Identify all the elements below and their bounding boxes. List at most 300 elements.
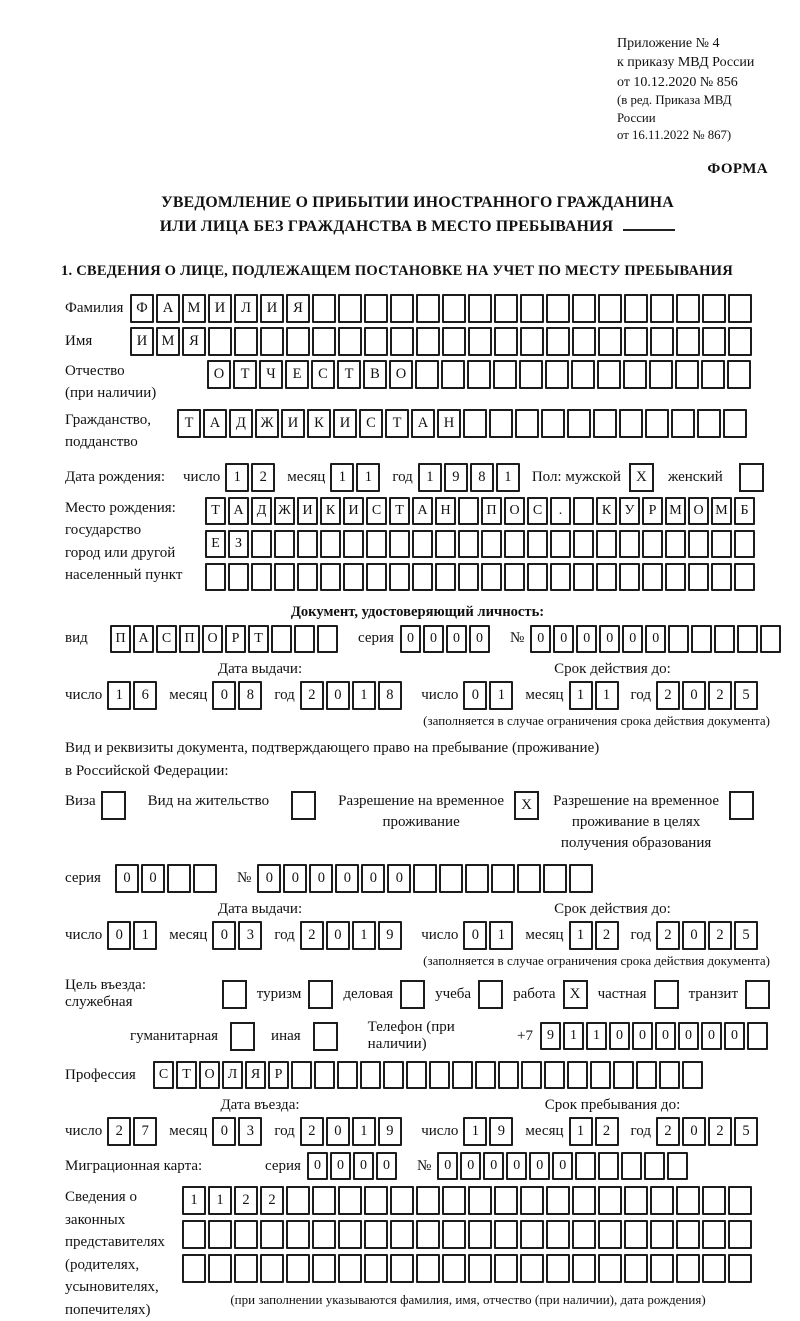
char-box[interactable]: П [481,497,502,525]
char-box[interactable]: М [156,327,180,356]
char-box[interactable]: 1 [352,921,376,950]
char-box[interactable] [442,1220,466,1249]
char-box[interactable]: И [260,294,284,323]
char-box[interactable] [481,530,502,558]
char-box[interactable] [260,327,284,356]
char-box[interactable] [228,563,249,591]
char-box[interactable]: 1 [496,463,520,492]
char-box[interactable] [734,530,755,558]
char-box[interactable] [597,360,621,389]
char-box[interactable]: И [333,409,357,438]
char-box[interactable]: Л [222,1061,243,1089]
char-box[interactable]: М [711,497,732,525]
char-box[interactable] [621,1152,642,1180]
char-box[interactable] [546,1186,570,1215]
temp-residence-checkbox[interactable]: X [514,791,539,820]
char-box[interactable] [676,327,700,356]
char-box[interactable] [728,1220,752,1249]
char-box[interactable]: 0 [115,864,139,893]
char-box[interactable] [337,1061,358,1089]
char-box[interactable] [546,327,570,356]
char-box[interactable]: П [110,625,131,653]
char-box[interactable] [458,563,479,591]
char-box[interactable] [682,1061,703,1089]
char-box[interactable]: 0 [437,1152,458,1180]
char-box[interactable] [441,360,465,389]
char-box[interactable] [734,563,755,591]
char-box[interactable]: А [133,625,154,653]
char-box[interactable] [260,1220,284,1249]
char-box[interactable] [650,1186,674,1215]
char-box[interactable]: 0 [326,921,350,950]
char-box[interactable]: З [228,530,249,558]
char-box[interactable] [463,409,487,438]
char-box[interactable]: 1 [569,921,593,950]
char-box[interactable]: . [550,497,571,525]
char-box[interactable] [572,1220,596,1249]
char-box[interactable]: Ч [259,360,283,389]
char-box[interactable]: 1 [586,1022,607,1050]
char-box[interactable] [366,530,387,558]
char-box[interactable]: А [156,294,180,323]
char-box[interactable]: С [366,497,387,525]
char-box[interactable]: 0 [387,864,411,893]
purpose-study-checkbox[interactable] [478,980,503,1009]
char-box[interactable]: 2 [300,681,324,710]
char-box[interactable] [504,530,525,558]
char-box[interactable] [442,294,466,323]
char-box[interactable] [297,563,318,591]
char-box[interactable] [613,1061,634,1089]
char-box[interactable]: 0 [326,1117,350,1146]
char-box[interactable]: С [311,360,335,389]
char-box[interactable]: 0 [682,921,706,950]
char-box[interactable] [546,294,570,323]
char-box[interactable] [573,530,594,558]
char-box[interactable]: 0 [645,625,666,653]
char-box[interactable] [320,530,341,558]
char-box[interactable] [320,563,341,591]
char-box[interactable] [543,864,567,893]
char-box[interactable] [205,563,226,591]
char-box[interactable]: Н [437,409,461,438]
char-box[interactable] [498,1061,519,1089]
char-box[interactable]: 2 [107,1117,131,1146]
char-box[interactable]: 0 [307,1152,328,1180]
char-box[interactable] [274,530,295,558]
char-box[interactable]: Т [337,360,361,389]
char-box[interactable]: 9 [378,1117,402,1146]
char-box[interactable] [312,294,336,323]
char-box[interactable]: Т [389,497,410,525]
char-box[interactable] [760,625,781,653]
char-box[interactable] [688,563,709,591]
char-box[interactable]: 9 [444,463,468,492]
char-box[interactable] [596,530,617,558]
char-box[interactable]: А [412,497,433,525]
char-box[interactable]: 5 [734,1117,758,1146]
char-box[interactable] [416,1254,440,1283]
char-box[interactable] [623,360,647,389]
char-box[interactable]: 0 [257,864,281,893]
char-box[interactable] [468,327,492,356]
char-box[interactable]: О [202,625,223,653]
char-box[interactable]: 1 [352,1117,376,1146]
char-box[interactable]: Е [205,530,226,558]
char-box[interactable] [234,327,258,356]
char-box[interactable]: О [389,360,413,389]
char-box[interactable] [598,1254,622,1283]
char-box[interactable]: Ж [255,409,279,438]
char-box[interactable] [546,1220,570,1249]
char-box[interactable]: 0 [609,1022,630,1050]
char-box[interactable] [665,530,686,558]
char-box[interactable] [691,625,712,653]
char-box[interactable] [415,360,439,389]
char-box[interactable] [435,530,456,558]
char-box[interactable]: С [527,497,548,525]
char-box[interactable] [360,1061,381,1089]
char-box[interactable] [650,1254,674,1283]
char-box[interactable] [286,1186,310,1215]
char-box[interactable] [390,294,414,323]
char-box[interactable] [702,294,726,323]
char-box[interactable] [636,1061,657,1089]
char-box[interactable]: Ф [130,294,154,323]
char-box[interactable]: 0 [460,1152,481,1180]
char-box[interactable]: 0 [483,1152,504,1180]
purpose-private-checkbox[interactable] [654,980,679,1009]
char-box[interactable] [598,1220,622,1249]
char-box[interactable] [527,530,548,558]
char-box[interactable]: П [179,625,200,653]
char-box[interactable] [494,1186,518,1215]
char-box[interactable] [645,409,669,438]
char-box[interactable] [572,1254,596,1283]
char-box[interactable]: 2 [595,921,619,950]
char-box[interactable]: Д [229,409,253,438]
char-box[interactable]: 2 [708,1117,732,1146]
char-box[interactable] [521,1061,542,1089]
char-box[interactable] [697,409,721,438]
char-box[interactable]: С [156,625,177,653]
char-box[interactable]: 1 [595,681,619,710]
char-box[interactable] [598,294,622,323]
char-box[interactable] [234,1220,258,1249]
char-box[interactable]: О [199,1061,220,1089]
char-box[interactable] [728,1186,752,1215]
char-box[interactable]: 2 [260,1186,284,1215]
char-box[interactable] [650,327,674,356]
char-box[interactable]: 2 [656,681,680,710]
char-box[interactable] [667,1152,688,1180]
char-box[interactable]: 0 [326,681,350,710]
char-box[interactable] [390,1186,414,1215]
char-box[interactable]: Т [177,409,201,438]
char-box[interactable]: 1 [107,681,131,710]
char-box[interactable]: 0 [212,681,236,710]
char-box[interactable] [468,1254,492,1283]
char-box[interactable] [550,530,571,558]
char-box[interactable]: 0 [655,1022,676,1050]
char-box[interactable] [737,625,758,653]
char-box[interactable] [494,1220,518,1249]
char-box[interactable] [491,864,515,893]
char-box[interactable] [702,327,726,356]
char-box[interactable] [727,360,751,389]
char-box[interactable]: 2 [595,1117,619,1146]
char-box[interactable]: 0 [353,1152,374,1180]
char-box[interactable]: 6 [133,681,157,710]
char-box[interactable] [545,360,569,389]
char-box[interactable] [567,409,591,438]
char-box[interactable]: 1 [133,921,157,950]
char-box[interactable]: Р [268,1061,289,1089]
char-box[interactable]: 0 [530,625,551,653]
char-box[interactable]: О [504,497,525,525]
char-box[interactable]: 7 [133,1117,157,1146]
char-box[interactable]: 3 [238,1117,262,1146]
char-box[interactable] [702,1220,726,1249]
char-box[interactable]: 2 [656,921,680,950]
char-box[interactable]: К [320,497,341,525]
char-box[interactable]: 0 [212,921,236,950]
char-box[interactable] [573,563,594,591]
char-box[interactable]: 0 [361,864,385,893]
char-box[interactable] [567,1061,588,1089]
char-box[interactable]: И [281,409,305,438]
char-box[interactable] [544,1061,565,1089]
char-box[interactable]: 0 [682,681,706,710]
char-box[interactable]: 0 [682,1117,706,1146]
char-box[interactable] [297,530,318,558]
char-box[interactable]: 2 [708,681,732,710]
char-box[interactable] [520,327,544,356]
char-box[interactable]: 5 [734,921,758,950]
char-box[interactable] [572,327,596,356]
char-box[interactable]: 1 [208,1186,232,1215]
char-box[interactable] [251,563,272,591]
char-box[interactable]: 0 [330,1152,351,1180]
char-box[interactable]: 0 [463,681,487,710]
char-box[interactable]: 0 [529,1152,550,1180]
char-box[interactable] [338,327,362,356]
char-box[interactable]: 1 [330,463,354,492]
char-box[interactable] [642,563,663,591]
char-box[interactable] [702,1254,726,1283]
char-box[interactable] [416,1186,440,1215]
char-box[interactable] [416,1220,440,1249]
char-box[interactable]: 0 [469,625,490,653]
char-box[interactable] [624,1254,648,1283]
char-box[interactable]: 1 [356,463,380,492]
char-box[interactable]: 1 [569,1117,593,1146]
char-box[interactable]: Н [435,497,456,525]
char-box[interactable]: Т [176,1061,197,1089]
char-box[interactable]: 1 [463,1117,487,1146]
char-box[interactable] [475,1061,496,1089]
char-box[interactable] [644,1152,665,1180]
char-box[interactable]: Б [734,497,755,525]
char-box[interactable]: 5 [734,681,758,710]
char-box[interactable] [442,1186,466,1215]
char-box[interactable] [416,294,440,323]
char-box[interactable] [286,1254,310,1283]
char-box[interactable]: 0 [678,1022,699,1050]
char-box[interactable] [572,294,596,323]
char-box[interactable] [481,563,502,591]
char-box[interactable] [619,409,643,438]
char-box[interactable]: 0 [553,625,574,653]
char-box[interactable]: О [207,360,231,389]
char-box[interactable] [182,1254,206,1283]
temp-residence-edu-checkbox[interactable] [729,791,754,820]
char-box[interactable] [702,1186,726,1215]
char-box[interactable] [389,563,410,591]
purpose-commercial-checkbox[interactable] [400,980,425,1009]
purpose-other-checkbox[interactable] [313,1022,338,1051]
char-box[interactable]: 2 [251,463,275,492]
char-box[interactable] [468,294,492,323]
char-box[interactable] [364,294,388,323]
char-box[interactable] [314,1061,335,1089]
char-box[interactable] [312,1254,336,1283]
char-box[interactable] [390,1254,414,1283]
char-box[interactable] [747,1022,768,1050]
char-box[interactable] [676,294,700,323]
char-box[interactable] [416,327,440,356]
char-box[interactable]: 0 [446,625,467,653]
char-box[interactable] [260,1254,284,1283]
char-box[interactable] [271,625,292,653]
char-box[interactable]: Л [234,294,258,323]
char-box[interactable]: 0 [309,864,333,893]
char-box[interactable] [208,1220,232,1249]
char-box[interactable]: 2 [234,1186,258,1215]
char-box[interactable] [676,1220,700,1249]
char-box[interactable] [650,294,674,323]
char-box[interactable] [650,1220,674,1249]
char-box[interactable]: С [153,1061,174,1089]
purpose-tourism-checkbox[interactable] [308,980,333,1009]
char-box[interactable]: 0 [576,625,597,653]
char-box[interactable]: О [688,497,709,525]
char-box[interactable] [668,625,689,653]
char-box[interactable] [390,327,414,356]
char-box[interactable]: 2 [300,1117,324,1146]
char-box[interactable]: 1 [225,463,249,492]
char-box[interactable]: 1 [569,681,593,710]
residence-permit-checkbox[interactable] [291,791,316,820]
char-box[interactable] [167,864,191,893]
char-box[interactable] [338,294,362,323]
char-box[interactable]: 0 [212,1117,236,1146]
char-box[interactable]: 0 [632,1022,653,1050]
char-box[interactable] [458,497,479,525]
char-box[interactable] [649,360,673,389]
char-box[interactable] [520,294,544,323]
char-box[interactable] [569,864,593,893]
char-box[interactable]: 2 [708,921,732,950]
char-box[interactable] [624,327,648,356]
char-box[interactable] [596,563,617,591]
char-box[interactable] [711,563,732,591]
char-box[interactable]: 2 [656,1117,680,1146]
purpose-transit-checkbox[interactable] [745,980,770,1009]
char-box[interactable] [688,530,709,558]
char-box[interactable] [364,1186,388,1215]
char-box[interactable] [520,1254,544,1283]
char-box[interactable]: Т [385,409,409,438]
char-box[interactable] [458,530,479,558]
char-box[interactable]: 3 [238,921,262,950]
char-box[interactable]: 0 [552,1152,573,1180]
char-box[interactable] [413,864,437,893]
char-box[interactable] [291,1061,312,1089]
char-box[interactable] [642,530,663,558]
char-box[interactable] [573,497,594,525]
char-box[interactable]: И [297,497,318,525]
char-box[interactable]: 0 [724,1022,745,1050]
char-box[interactable] [317,625,338,653]
purpose-humanitarian-checkbox[interactable] [230,1022,255,1051]
char-box[interactable] [714,625,735,653]
char-box[interactable]: Д [251,497,272,525]
char-box[interactable]: Е [285,360,309,389]
char-box[interactable] [338,1186,362,1215]
char-box[interactable]: К [596,497,617,525]
char-box[interactable] [728,1254,752,1283]
char-box[interactable] [572,1186,596,1215]
char-box[interactable] [366,563,387,591]
char-box[interactable] [383,1061,404,1089]
char-box[interactable]: Я [182,327,206,356]
char-box[interactable]: 0 [335,864,359,893]
char-box[interactable]: А [203,409,227,438]
char-box[interactable] [676,1186,700,1215]
char-box[interactable] [412,530,433,558]
char-box[interactable] [468,1220,492,1249]
char-box[interactable]: А [411,409,435,438]
char-box[interactable]: 0 [463,921,487,950]
char-box[interactable]: М [182,294,206,323]
char-box[interactable]: 0 [506,1152,527,1180]
char-box[interactable]: 2 [300,921,324,950]
char-box[interactable] [468,1186,492,1215]
char-box[interactable] [519,360,543,389]
char-box[interactable] [312,327,336,356]
char-box[interactable]: 0 [283,864,307,893]
char-box[interactable] [452,1061,473,1089]
char-box[interactable]: 0 [599,625,620,653]
char-box[interactable]: 9 [540,1022,561,1050]
char-box[interactable]: 0 [376,1152,397,1180]
char-box[interactable] [364,327,388,356]
char-box[interactable]: Т [248,625,269,653]
char-box[interactable] [676,1254,700,1283]
char-box[interactable] [429,1061,450,1089]
char-box[interactable] [598,327,622,356]
char-box[interactable]: И [130,327,154,356]
char-box[interactable] [494,327,518,356]
char-box[interactable]: И [208,294,232,323]
char-box[interactable] [274,563,295,591]
char-box[interactable]: 1 [489,681,513,710]
char-box[interactable]: 1 [489,921,513,950]
char-box[interactable] [294,625,315,653]
char-box[interactable]: 0 [400,625,421,653]
char-box[interactable] [527,563,548,591]
